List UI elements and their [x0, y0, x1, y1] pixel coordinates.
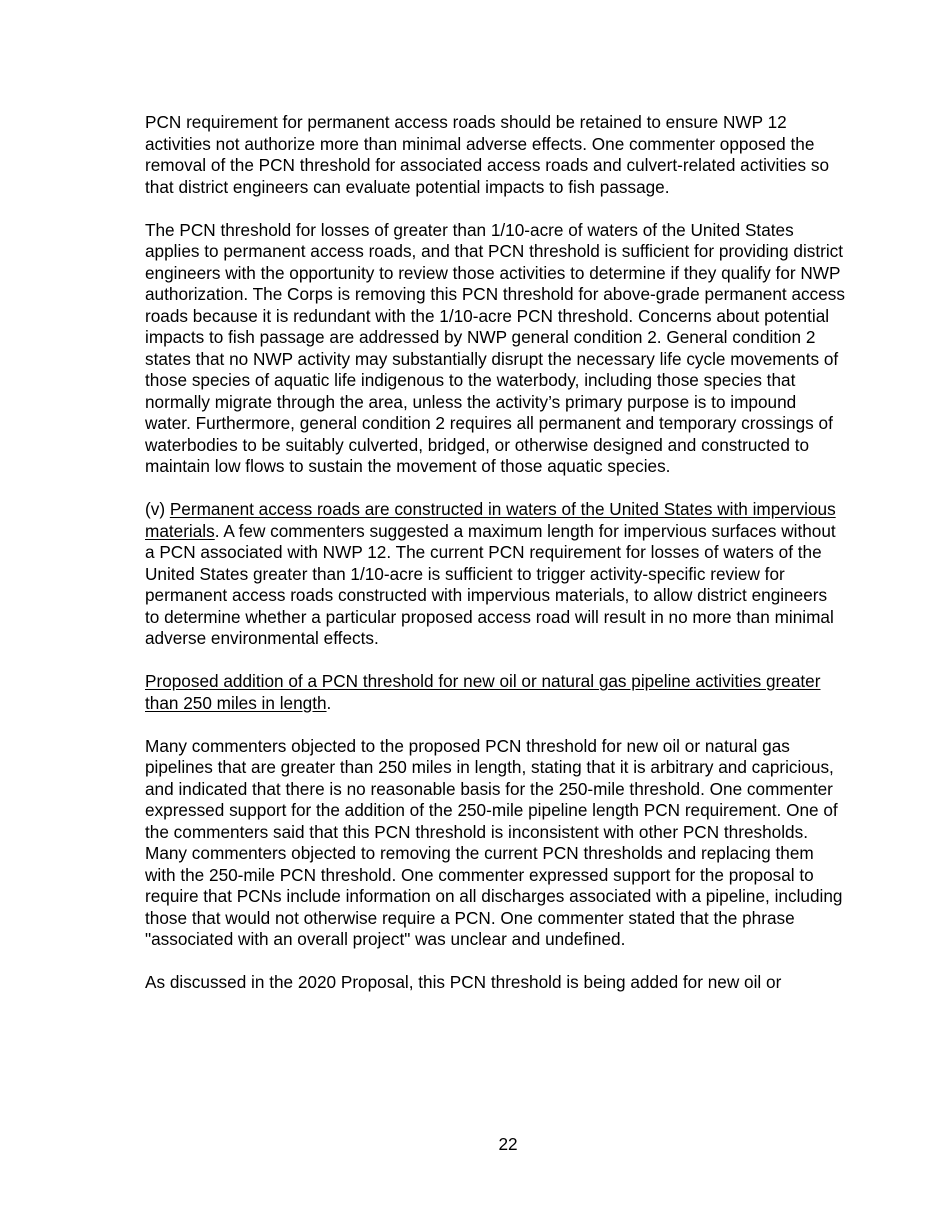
list-marker: (v) [145, 499, 170, 519]
paragraph-4 [145, 671, 845, 714]
paragraph-2: The PCN threshold for losses of greater than 1/10-acre of waters of the United States applies to permanent access roads, and that PCN threshold is sufficient for providing district engineers with the opportunity to review those activities to determine if they qualify for NWP authorization. The Corps is removing this PCN threshold for above-grade permanent access roads because it is redundant with the 1/10-acre PCN threshold. Concerns about potential impacts to fish passage are addressed by NWP general condition 2. General condition 2 states that no NWP activity may substantially disrupt the necessary life cycle movements of those species of aquatic life indigenous to the waterbody, including those species that normally migrate through the area, unless the activity’s primary purpose is to impound water. Furthermore, general condition 2 requires all permanent and temporary crossings of waterbodies to be suitably culverted, bridged, or otherwise designed and constructed to maintain low flows to sustain the movement of those aquatic species. [145, 219, 845, 476]
paragraph-3-body: . A few commenters suggested a maximum length for impervious surfaces without a PCN associated with NWP 12. The current PCN requirement for losses of waters of the United States greater than 1/10-acre is sufficient to trigger activity-specific review for permanent access roads constructed with impervious materials, to allow district engineers to determine whether a particular proposed access road will result in no more than minimal adverse environmental effects. [145, 520, 836, 648]
document-body [145, 112, 845, 1015]
section-heading-impervious: Permanent access roads are constructed in waters of the United States with impervious materials [145, 499, 836, 541]
page-number: 22 [498, 1134, 518, 1154]
section-heading-pipeline: Proposed addition of a PCN threshold for new oil or natural gas pipeline activities greater than 250 miles in length [145, 671, 821, 713]
paragraph-3 [145, 499, 845, 650]
paragraph-1: PCN requirement for permanent access roads should be retained to ensure NWP 12 activities not authorize more than minimal adverse effects. One commenter opposed the removal of the PCN threshold for associated access roads and culvert-related activities so that district engineers can evaluate potential impacts to fish passage. [145, 112, 830, 197]
heading-period: . [326, 692, 332, 713]
paragraph-6: As discussed in the 2020 Proposal, this PCN threshold is being added for new oil or [145, 972, 782, 992]
paragraph-5: Many commenters objected to the proposed PCN threshold for new oil or natural gas pipelines that are greater than 250 miles in length, stating that it is arbitrary and capricious, and indicated that there is no reasonable basis for the 250-mile threshold. One commenter expressed support for the addition of the 250-mile pipeline length PCN requirement. One of the commenters said that this PCN threshold is inconsistent with other PCN thresholds. Many commenters objected to removing the current PCN thresholds and replacing them with the 250-mile PCN threshold. One commenter expressed support for the proposal to require that PCNs include information on all discharges associated with a pipeline, including those that would not otherwise require a PCN. One commenter stated that the phrase "associated with an overall project" was unclear and undefined. [145, 735, 843, 949]
